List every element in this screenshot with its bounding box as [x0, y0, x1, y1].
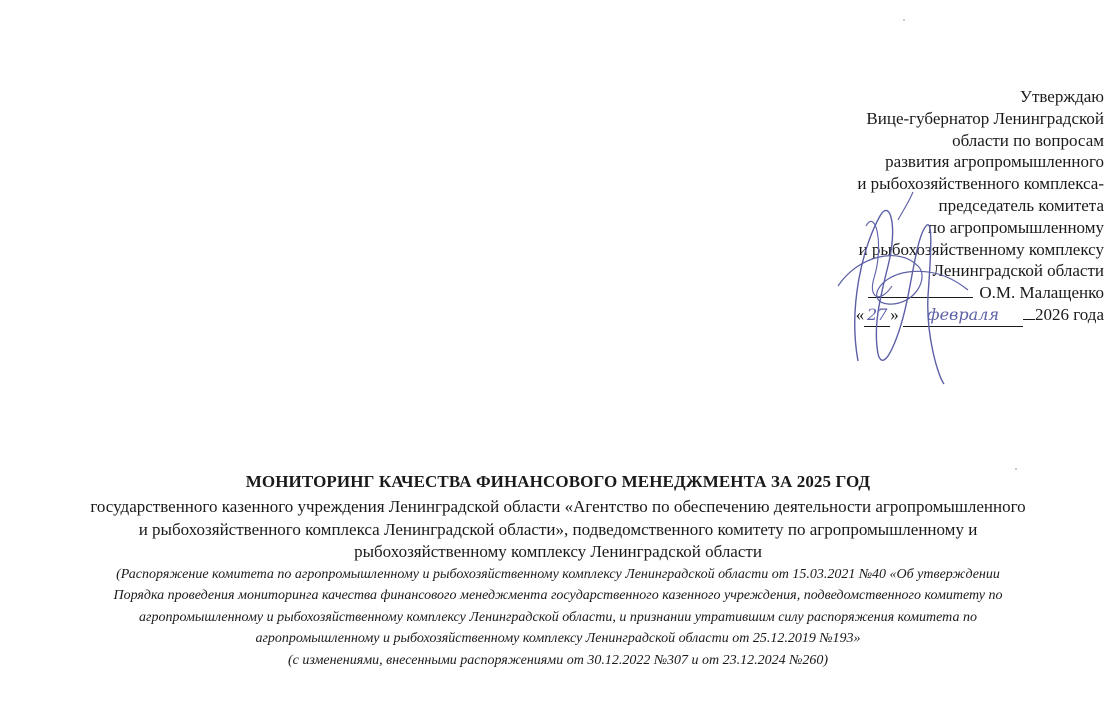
approval-line: Утверждаю: [1019, 87, 1104, 106]
signature-blank: [868, 283, 973, 298]
decree-line: агропромышленному и рыбохозяйственному комплексу Ленинградской области от 25.12.2019 №193»: [255, 631, 861, 646]
decree-reference: [0, 564, 1116, 650]
approval-line: области по вопросам: [952, 130, 1104, 150]
approval-line: председатель комитета: [938, 195, 1104, 215]
approval-block: [684, 86, 1104, 327]
date-underline-tail: [1023, 319, 1035, 320]
subtitle-line: рыбохозяйственному комплексу Ленинградской области: [354, 542, 762, 561]
signatory-line: [684, 282, 1104, 304]
document-heading: [0, 471, 1116, 671]
date-open-quote: «: [855, 304, 865, 324]
approval-date: [684, 304, 1104, 327]
approval-line: Ленинградской области: [932, 261, 1104, 281]
approval-line: по агропромышленному: [927, 217, 1104, 237]
date-year: 2026 года: [1034, 304, 1104, 324]
subtitle-line: государственного казенного учреждения Ленинградской области «Агентство по обеспечению деятельности агропромышленного: [90, 497, 1026, 516]
scan-speck: [903, 19, 905, 21]
document-title: МОНИТОРИНГ КАЧЕСТВА ФИНАНСОВОГО МЕНЕДЖМЕНТА ЗА 2025 ГОД: [245, 472, 871, 491]
approval-line: развития агропромышленного: [885, 152, 1104, 172]
amendment-note: (с изменениями, внесенными распоряжениями от 30.12.2022 №307 и от 23.12.2024 №260): [287, 652, 829, 668]
approval-line: и рыбохозяйственного комплекса-: [857, 174, 1104, 194]
date-day: 27: [864, 304, 890, 327]
approval-line: Вице-губернатор Ленинградской: [866, 108, 1104, 128]
signatory-name: О.М. Малащенко: [979, 283, 1104, 303]
institution-description: [0, 496, 1116, 564]
decree-line: Порядка проведения мониторинга качества финансового менеджмента государственного казенного учреждения, подведомственного комитету по: [113, 588, 1003, 603]
date-month: февраля: [903, 304, 1023, 327]
decree-line: агропромышленному и рыбохозяйственному комплексу Ленинградской области, и признании утратившим силу распоряжения комитета по: [139, 609, 977, 625]
date-close-quote: »: [890, 304, 899, 324]
subtitle-line: и рыбохозяйственного комплекса Ленинградской области», подведомственного комитету по агропромышленному и: [138, 519, 978, 539]
scan-speck: [1015, 468, 1017, 470]
decree-line: (Распоряжение комитета по агропромышленному и рыбохозяйственному комплексу Ленинградской области от 15.03.2021 №40 «Об утверждении: [116, 566, 1000, 582]
approval-line: и рыбохозяйственному комплексу: [858, 239, 1104, 259]
